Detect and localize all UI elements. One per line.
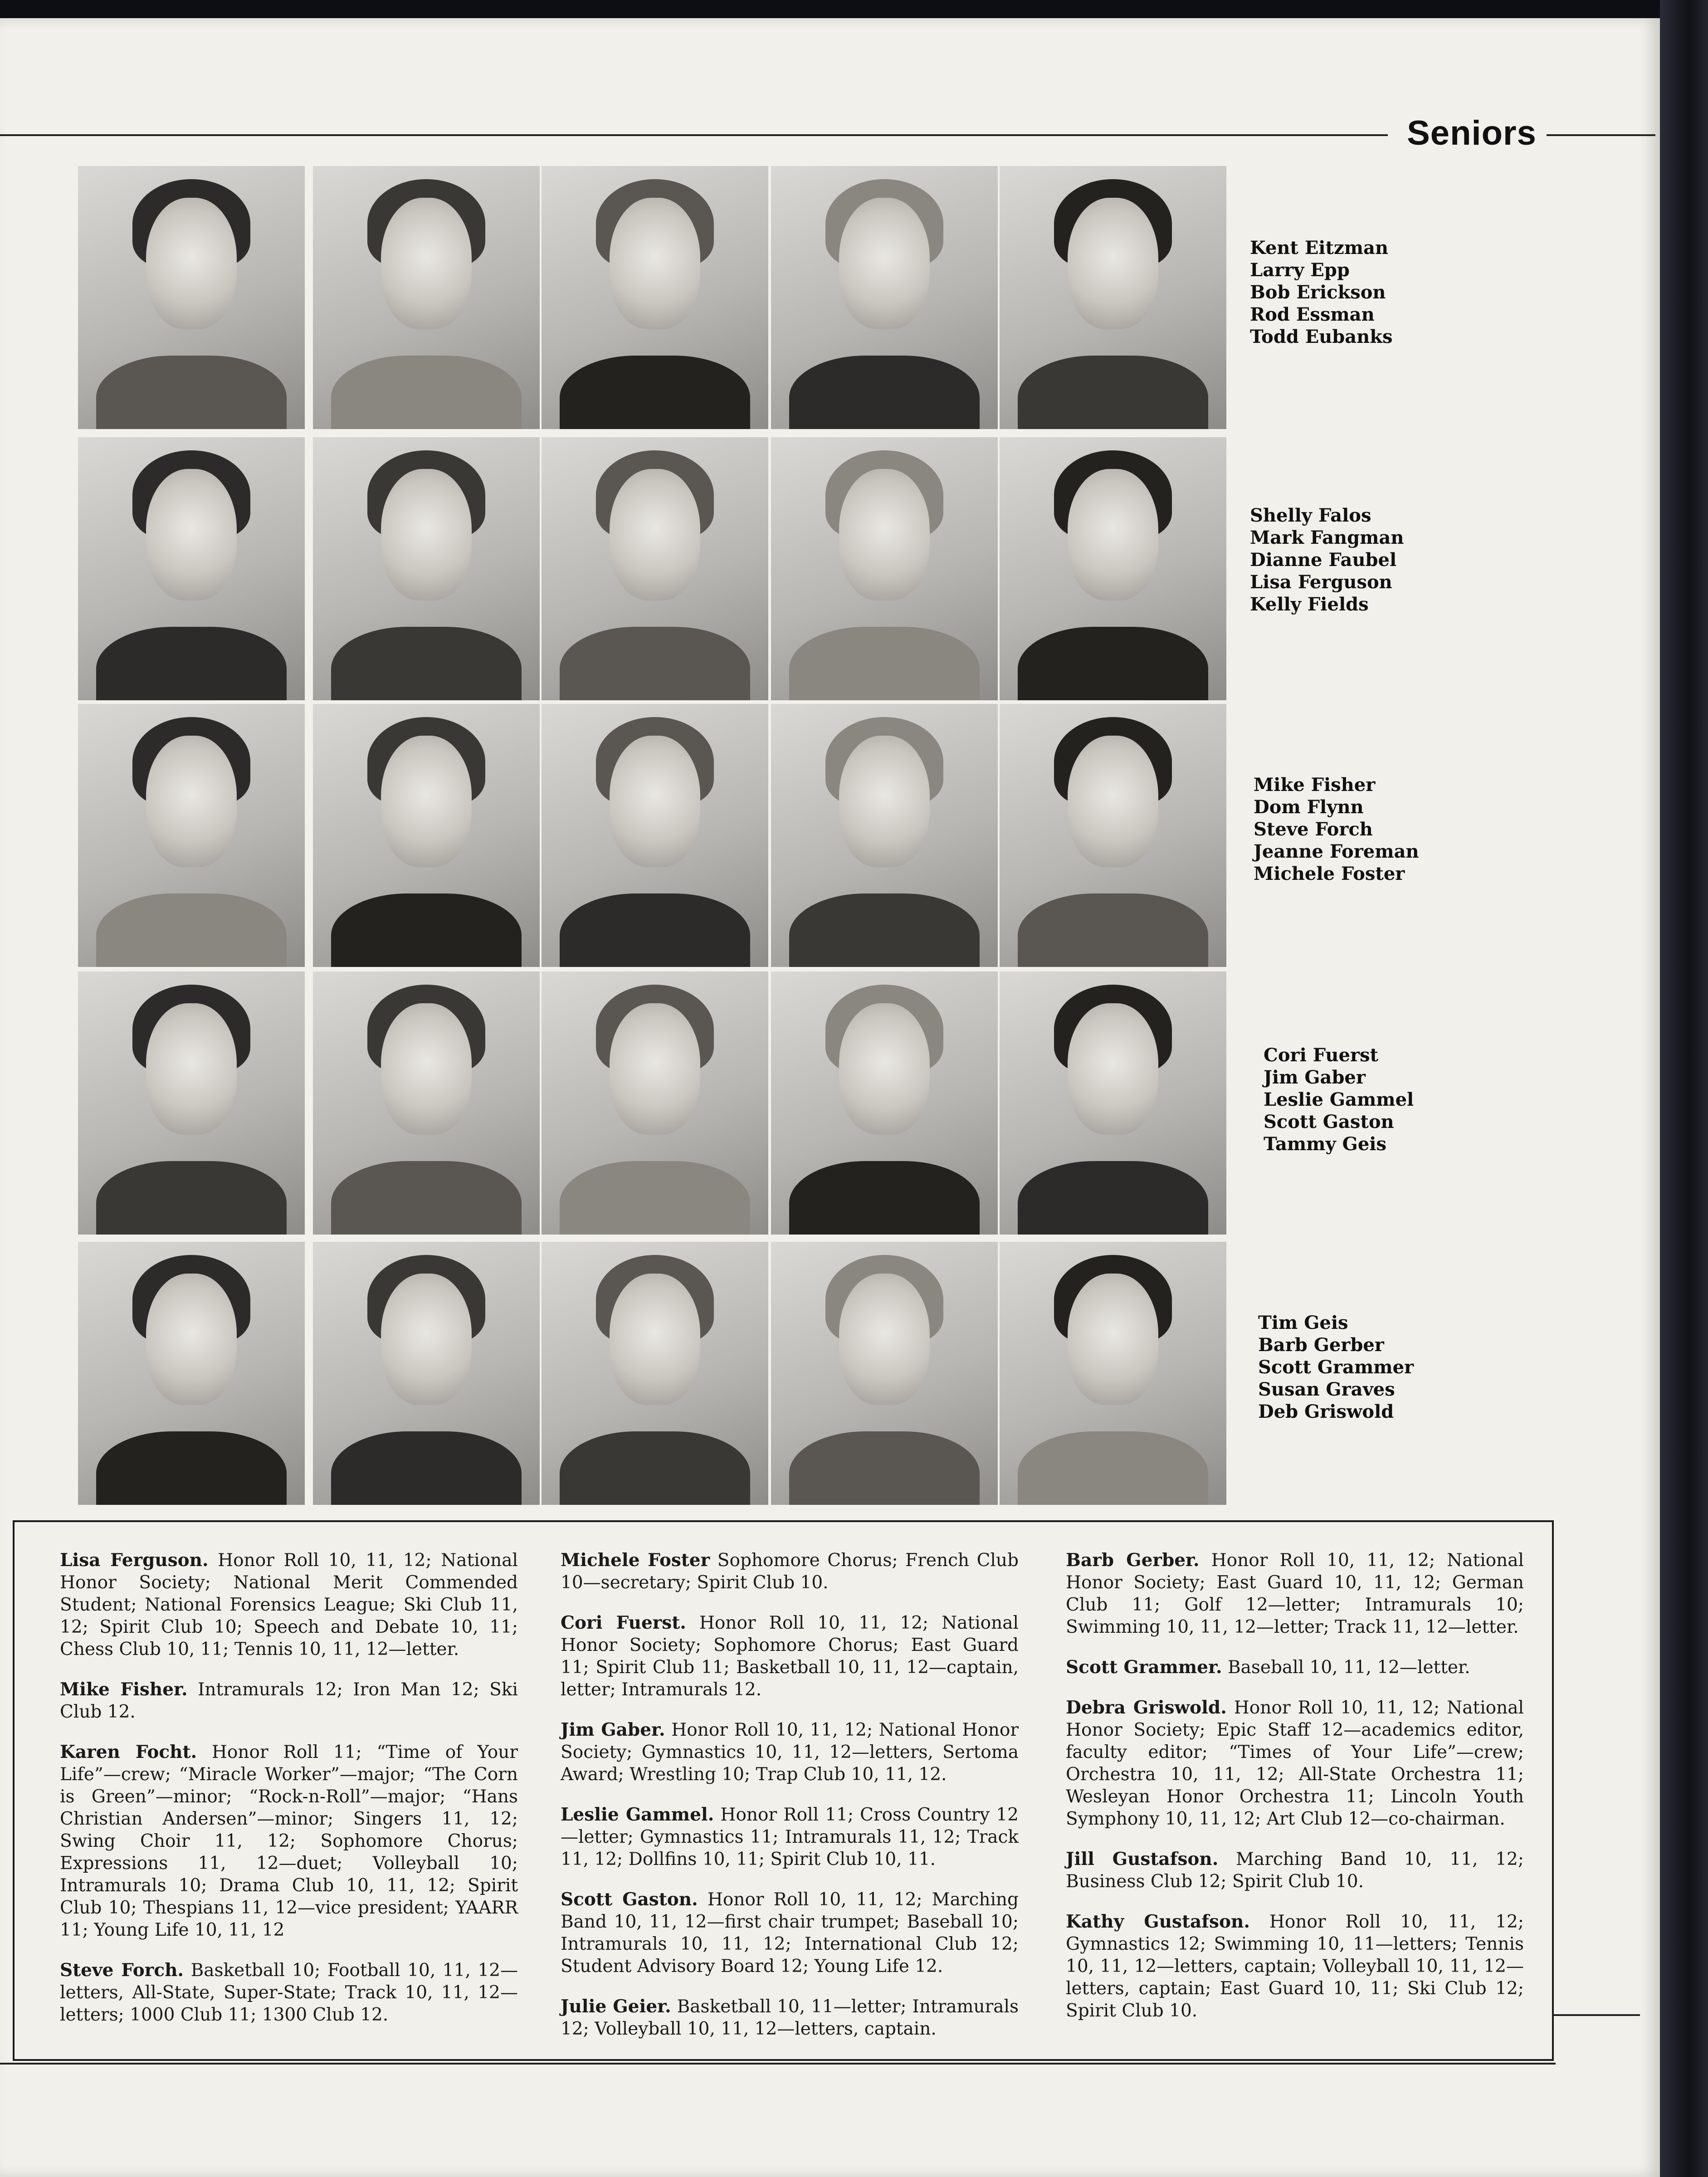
senior-portrait	[1000, 166, 1226, 429]
bio-activities: Honor Roll 11; “Time of Your Life”—crew; “Miracle Worker”—major; “The Corn is Green”—minor; “Rock-n-Roll”—major; “Hans Christian Andersen”—minor; Singers 11, 12; Swing Choir 11, 12; Sophomore Chorus; Expressions 11, 12—duet; Volleyball 10; Intramurals 10; Drama Club 10, 11, 12; Spirit Club 10; Thespians 11, 12—vice president; YAARR 11; Young Life 10, 11, 12	[60, 1742, 518, 1940]
section-title: Seniors	[1407, 114, 1537, 152]
bio-entry	[60, 1741, 518, 1941]
bio-name: Steve Forch.	[60, 1960, 184, 1981]
bio-name: Cori Fuerst.	[561, 1612, 686, 1633]
senior-portrait	[78, 971, 305, 1235]
bio-column-1	[60, 1549, 518, 2044]
portrait-name: Mike Fisher	[1254, 774, 1376, 796]
bio-activities: Honor Roll 10, 11, 12; National Honor Society; East Guard 10, 11, 12; German Club 11; Golf 12—letter; Intramurals 10; Swimming 10, 11, 12—letter; Track 11, 12—letter.	[1066, 1550, 1524, 1637]
bio-entry	[1066, 1911, 1524, 2022]
bio-activities: Honor Roll 10, 11, 12; Gymnastics 12; Swimming 10, 11—letters; Tennis 10, 11, 12—letters, captain; Volleyball 10, 11, 12—letters, captain; East Guard 10, 11; Ski Club 12; Spirit Club 10.	[1066, 1912, 1524, 2021]
portrait-name: Leslie Gammel	[1264, 1089, 1414, 1110]
bio-activities: Honor Roll 10, 11, 12; National Honor Society; Gymnastics 10, 11, 12—letters, Sertoma Award; Wrestling 10; Trap Club 10, 11, 12.	[561, 1720, 1019, 1785]
portrait-name: Cori Fuerst	[1264, 1045, 1379, 1066]
senior-portrait	[771, 1242, 998, 1505]
portrait-name: Rod Essman	[1250, 304, 1375, 325]
senior-portrait	[78, 437, 305, 700]
portrait-names-list	[1250, 504, 1404, 615]
senior-portrait	[313, 971, 540, 1235]
bio-name: Julie Geier.	[561, 1996, 671, 2017]
bio-entry	[60, 1959, 518, 2026]
senior-portrait	[1000, 437, 1226, 700]
portrait-name: Todd Eubanks	[1250, 326, 1393, 347]
header-rule-left	[0, 134, 1388, 136]
bio-name: Mike Fisher.	[60, 1679, 188, 1700]
senior-portrait	[542, 1242, 768, 1505]
senior-portrait	[78, 166, 305, 429]
bio-activities: Sophomore Chorus; French Club 10—secretary; Spirit Club 10.	[561, 1550, 1019, 1593]
side-rule	[1554, 2014, 1640, 2016]
bio-activities: Honor Roll 10, 11, 12; Marching Band 10, 11, 12—first chair trumpet; Baseball 10; Intramurals 10, 11, 12; International Club 12; Student Advisory Board 12; Young Life 12.	[561, 1889, 1019, 1977]
bio-activities: Basketball 10, 11—letter; Intramurals 12; Volleyball 10, 11, 12—letters, captain.	[561, 1996, 1019, 2039]
bio-name: Michele Foster	[561, 1550, 710, 1571]
portrait-name: Scott Gaston	[1264, 1111, 1394, 1132]
portrait-name: Kent Eitzman	[1250, 237, 1389, 259]
portrait-name: Barb Gerber	[1258, 1334, 1384, 1356]
bio-name: Jill Gustafson.	[1066, 1849, 1219, 1869]
bio-entry	[561, 1889, 1019, 1977]
bio-name: Leslie Gammel.	[561, 1804, 714, 1825]
senior-portrait	[313, 437, 540, 700]
senior-portrait	[542, 437, 768, 700]
bio-name: Barb Gerber.	[1066, 1550, 1200, 1571]
bio-entry	[1066, 1697, 1524, 1830]
portrait-names-list	[1258, 1312, 1414, 1423]
senior-portrait	[313, 166, 540, 429]
senior-portrait	[1000, 704, 1226, 967]
bio-activities: Honor Roll 10, 11, 12; National Honor Society; Epic Staff 12—academics editor, faculty editor; “Times of Your Life”—crew; Orchestra 10, 11, 12; All-State Orchestra 11; Wesleyan Honor Orchestra 11; Lincoln Youth Symphony 10, 11, 12; Art Club 12—co-chairman.	[1066, 1698, 1524, 1829]
senior-portrait	[78, 1242, 305, 1505]
portrait-name: Dom Flynn	[1254, 796, 1364, 818]
bio-entry	[1066, 1848, 1524, 1893]
bio-activities: Honor Roll 10, 11, 12; National Honor Society; National Merit Commended Student; National Forensics League; Ski Club 11, 12; Spirit Club 10; Speech and Debate 10, 11; Chess Club 10, 11; Tennis 10, 11, 12—letter.	[60, 1550, 518, 1660]
portrait-name: Deb Griswold	[1258, 1401, 1394, 1422]
senior-portrait	[542, 166, 768, 429]
bio-entry	[561, 1549, 1019, 1594]
portrait-name: Larry Epp	[1250, 259, 1350, 281]
portrait-name: Jim Gaber	[1264, 1067, 1366, 1088]
bio-activities: Marching Band 10, 11, 12; Business Club 12; Spirit Club 10.	[1066, 1849, 1524, 1892]
portrait-name: Tammy Geis	[1264, 1133, 1386, 1155]
bio-name: Debra Griswold.	[1066, 1697, 1227, 1718]
portrait-name: Scott Grammer	[1258, 1357, 1414, 1378]
portrait-name: Mark Fangman	[1250, 527, 1404, 548]
bio-activities: Honor Roll 11; Cross Country 12—letter; Gymnastics 11; Intramurals 11, 12; Track 11, 12; Dollfins 10, 11; Spirit Club 10, 11.	[561, 1805, 1019, 1869]
bio-entry	[561, 1804, 1019, 1870]
senior-portrait	[542, 971, 768, 1235]
portrait-name: Susan Graves	[1258, 1379, 1395, 1400]
senior-portrait	[771, 166, 998, 429]
portrait-name: Dianne Faubel	[1250, 549, 1397, 571]
bio-name: Jim Gaber.	[561, 1719, 665, 1740]
bio-name: Kathy Gustafson.	[1066, 1911, 1250, 1932]
scan-edge	[0, 0, 1708, 18]
bio-entry	[561, 1719, 1019, 1786]
bio-name: Lisa Ferguson.	[60, 1550, 209, 1571]
bio-column-2	[561, 1549, 1019, 2058]
bio-name: Scott Gaston.	[561, 1889, 698, 1910]
book-binding	[1660, 0, 1708, 2177]
senior-portrait	[771, 704, 998, 967]
senior-portrait	[542, 704, 768, 967]
senior-portrait	[771, 437, 998, 700]
portrait-name: Tim Geis	[1258, 1312, 1348, 1333]
bio-name: Karen Focht.	[60, 1742, 197, 1762]
portrait-names-list	[1250, 237, 1393, 348]
bio-name: Scott Grammer.	[1066, 1657, 1222, 1678]
portrait-name: Shelly Falos	[1250, 505, 1371, 526]
biography-box	[13, 1520, 1554, 2061]
bio-column-3	[1066, 1549, 1524, 2040]
senior-portrait	[313, 704, 540, 967]
portrait-names-list	[1254, 774, 1419, 885]
portrait-name: Lisa Ferguson	[1250, 571, 1392, 593]
bio-activities: Basketball 10; Football 10, 11, 12—letters, All-State, Super-State; Track 10, 11, 12—letters; 1000 Club 11; 1300 Club 12.	[60, 1960, 518, 2025]
bio-entry	[561, 1996, 1019, 2040]
senior-portrait	[313, 1242, 540, 1505]
bio-entry	[60, 1679, 518, 1723]
bio-activities: Honor Roll 10, 11, 12; National Honor Society; Sophomore Chorus; East Guard 11; Spirit Club 11; Basketball 10, 11, 12—captain, letter; Intramurals 12.	[561, 1613, 1019, 1700]
portrait-names-list	[1264, 1044, 1414, 1155]
portrait-name: Bob Erickson	[1250, 282, 1386, 303]
bio-activities: Baseball 10, 11, 12—letter.	[1222, 1657, 1470, 1678]
bio-entry	[1066, 1656, 1524, 1679]
bio-entry	[561, 1612, 1019, 1701]
portrait-name: Jeanne Foreman	[1254, 841, 1419, 862]
portrait-name: Kelly Fields	[1250, 594, 1369, 615]
bio-activities: Intramurals 12; Iron Man 12; Ski Club 12.	[60, 1679, 518, 1722]
senior-portrait	[1000, 1242, 1226, 1505]
bio-entry	[60, 1549, 518, 1660]
portrait-name: Steve Forch	[1254, 819, 1373, 840]
portrait-name: Michele Foster	[1254, 863, 1405, 884]
senior-portrait	[1000, 971, 1226, 1235]
senior-portrait	[771, 971, 998, 1235]
header-rule-right	[1547, 134, 1655, 136]
bottom-rule	[0, 2063, 1556, 2065]
bio-entry	[1066, 1549, 1524, 1638]
senior-portrait	[78, 704, 305, 967]
